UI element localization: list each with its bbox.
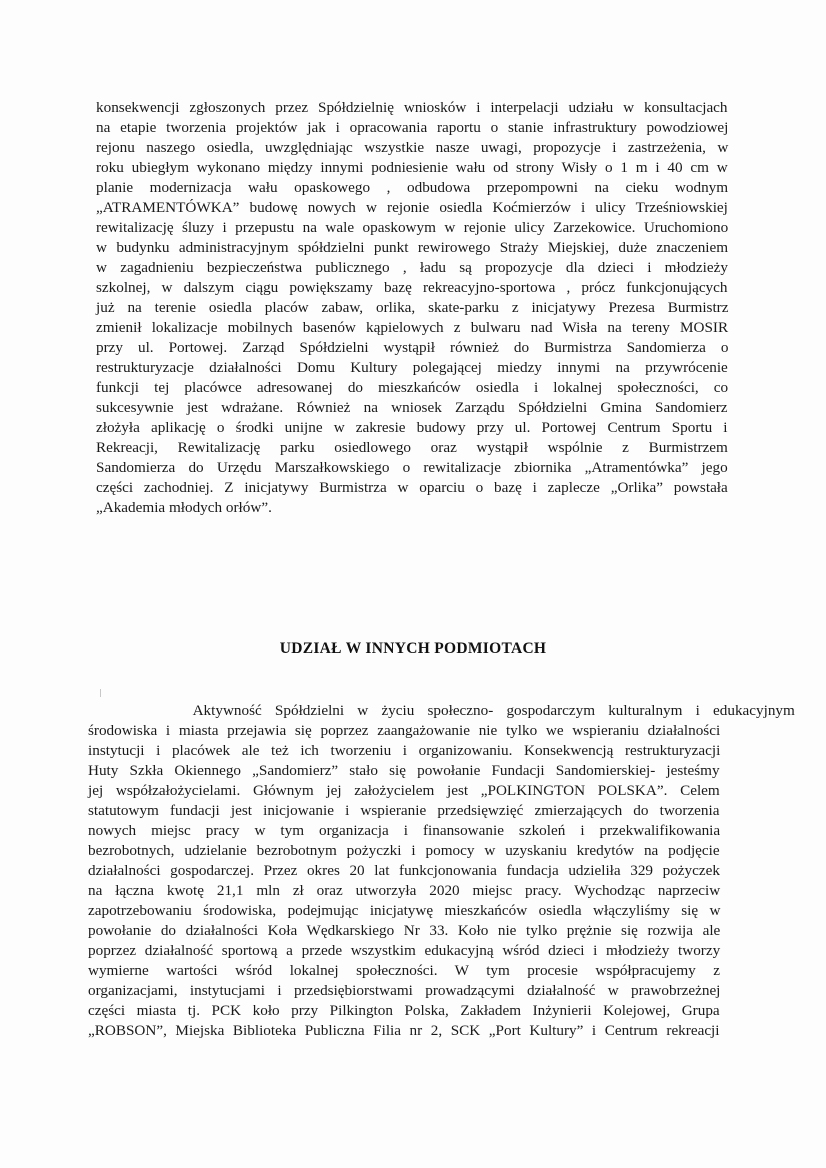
text-line: jej współzałożycielami. Głównym jej założycielem jest „POLKINGTON POLSKA”. Celem [88, 782, 720, 799]
text-line: złożyła aplikację o środki unijne w zakresie budowy przy ul. Portowej Centrum Sportu i [96, 419, 728, 436]
text-line: Huty Szkła Okiennego „Sandomierz” stało się powołanie Fundacji Sandomierskiej- jesteśmy [88, 762, 720, 779]
text-line: zmienił lokalizacje mobilnych basenów kąpielowych z bulwaru nad Wisła na tereny MOSIR [96, 319, 729, 336]
text-line: funkcji tej placówce adresowanej do mieszkańców osiedla i lokalnej społeczności, co [96, 379, 729, 396]
text-line: działalności gospodarczej. Przez okres 20 lat funkcjonowania fundacja udzieliła 329 pożyczek [88, 862, 720, 879]
paragraph-other-entities [88, 701, 795, 1041]
text-line: na łączna kwotę 21,1 mln zł oraz utworzyła 2020 miejsc pracy. Wychodząc naprzeciw [88, 882, 721, 899]
text-line: w zagadnieniu bezpieczeństwa publicznego , ładu są propozycje dla dzieci i młodzieży [96, 259, 728, 276]
text-line: konsekwencji zgłoszonych przez Spółdzielnię wniosków i interpelacji udziału w konsultacjach [96, 99, 728, 116]
text-line: roku ubiegłym wykonano między innymi podniesienie wału od strony Wisły o 1 m i 40 cm w [96, 159, 728, 176]
section-heading: UDZIAŁ W INNYCH PODMIOTACH [279, 640, 547, 657]
text-line: instytucji i placówek ale też ich tworzeniu i organizowaniu. Konsekwencją restrukturyzacji [88, 742, 721, 759]
text-line: rejonu naszego osiedla, uwzględniając wszystkie nasze uwagi, propozycje i zastrzeżenia, w [96, 139, 729, 156]
text-line: części miasta tj. PCK koło przy Pilkington Polska, Zakładem Inżynierii Kolejowej, Grupa [88, 1002, 720, 1019]
scan-mark [100, 689, 101, 697]
text-line: wymierne wartości wśród lokalnej społeczności. W tym procesie współpracujemy z [88, 962, 720, 979]
text-line: „Akademia młodych orłów”. [96, 499, 272, 516]
text-line: rewitalizację śluzy i przepustu na wale opaskowym w rejonie ulicy Zarzekowice. Uruchomiono [96, 219, 729, 236]
text-line: restrukturyzacje działalności Domu Kultury polegającej miedzy innymi na przywrócenie [96, 359, 728, 376]
text-line: powołanie do działalności Koła Wędkarskiego Nr 33. Koło nie tylko prężnie się rozwija ale [88, 922, 721, 939]
text-line: już na terenie osiedla placów zabaw, orlika, skate-parku z inicjatywy Prezesa Burmistrz [96, 299, 729, 316]
text-line: w budynku administracyjnym spółdzielni punkt rewirowego Straży Miejskiej, duże znaczeniem [96, 239, 729, 256]
text-line: części zachodniej. Z inicjatywy Burmistrza w oparciu o bazę i zaplecze „Orlika” powstała [96, 479, 728, 496]
text-line: planie modernizacja wału opaskowego , odbudowa przepompowni na cieku wodnym [96, 179, 729, 196]
text-line: Sandomierza do Urzędu Marszałkowskiego o rewitalizacje zbiornika „Atramentówka” jego [96, 459, 728, 476]
text-line: przy ul. Portowej. Zarząd Spółdzielni wystąpił również do Burmistrza Sandomierza o [96, 339, 729, 356]
text-line: na etapie tworzenia projektów jak i opracowania raportu o stanie infrastruktury powodziowej [96, 119, 729, 136]
text-line: „ATRAMENTÓWKA” budowę nowych w rejonie osiedla Koćmierzów i ulicy Trześniowskiej [96, 199, 728, 216]
text-line: Aktywność Spółdzielni w życiu społeczno- gospodarczym kulturalnym i edukacyjnym [88, 702, 795, 719]
text-line: bezrobotnych, udzielanie bezrobotnym pożyczki i pomocy w uzyskaniu kredytów na podjęcie [88, 842, 720, 859]
text-line: nowych miejsc pracy w tym organizacja i finansowanie szkoleń i przekwalifikowania [88, 822, 721, 839]
text-line: szkolnej, w dalszym ciągu powiększamy bazę rekreacyjno-sportowa , prócz funkcjonujących [96, 279, 728, 296]
text-line: środowiska i miasta przejawia się poprzez zaangażowanie nie tylko we wspieraniu działalności [88, 722, 721, 739]
text-line: Rekreacji, Rewitalizację parku osiedlowego oraz wystąpił wspólnie z Burmistrzem [96, 439, 728, 456]
text-line: „ROBSON”, Miejska Biblioteka Publiczna Filia nr 2, SCK „Port Kultury” i Centrum rekreacji [88, 1022, 720, 1039]
text-line: zapotrzebowaniu środowiska, podejmując inicjatywę mieszkańców osiedla włączyliśmy się w [88, 902, 721, 919]
text-line: statutowym fundacji jest inicjowanie i wspieranie przedsięwzięć zmierzających do tworzenia [88, 802, 720, 819]
paragraph-flood-infrastructure [96, 98, 728, 518]
text-line: sukcesywnie jest wdrażane. Również na wniosek Zarządu Spółdzielni Gmina Sandomierz [96, 399, 728, 416]
text-line: organizacjami, instytucjami i przedsiębiorstwami prowadzącymi działalność w prawobrzeżnej [88, 982, 721, 999]
text-line: poprzez działalność sportową a przede wszystkim edukacyjną wśród dzieci i młodzieży tworzy [88, 942, 721, 959]
